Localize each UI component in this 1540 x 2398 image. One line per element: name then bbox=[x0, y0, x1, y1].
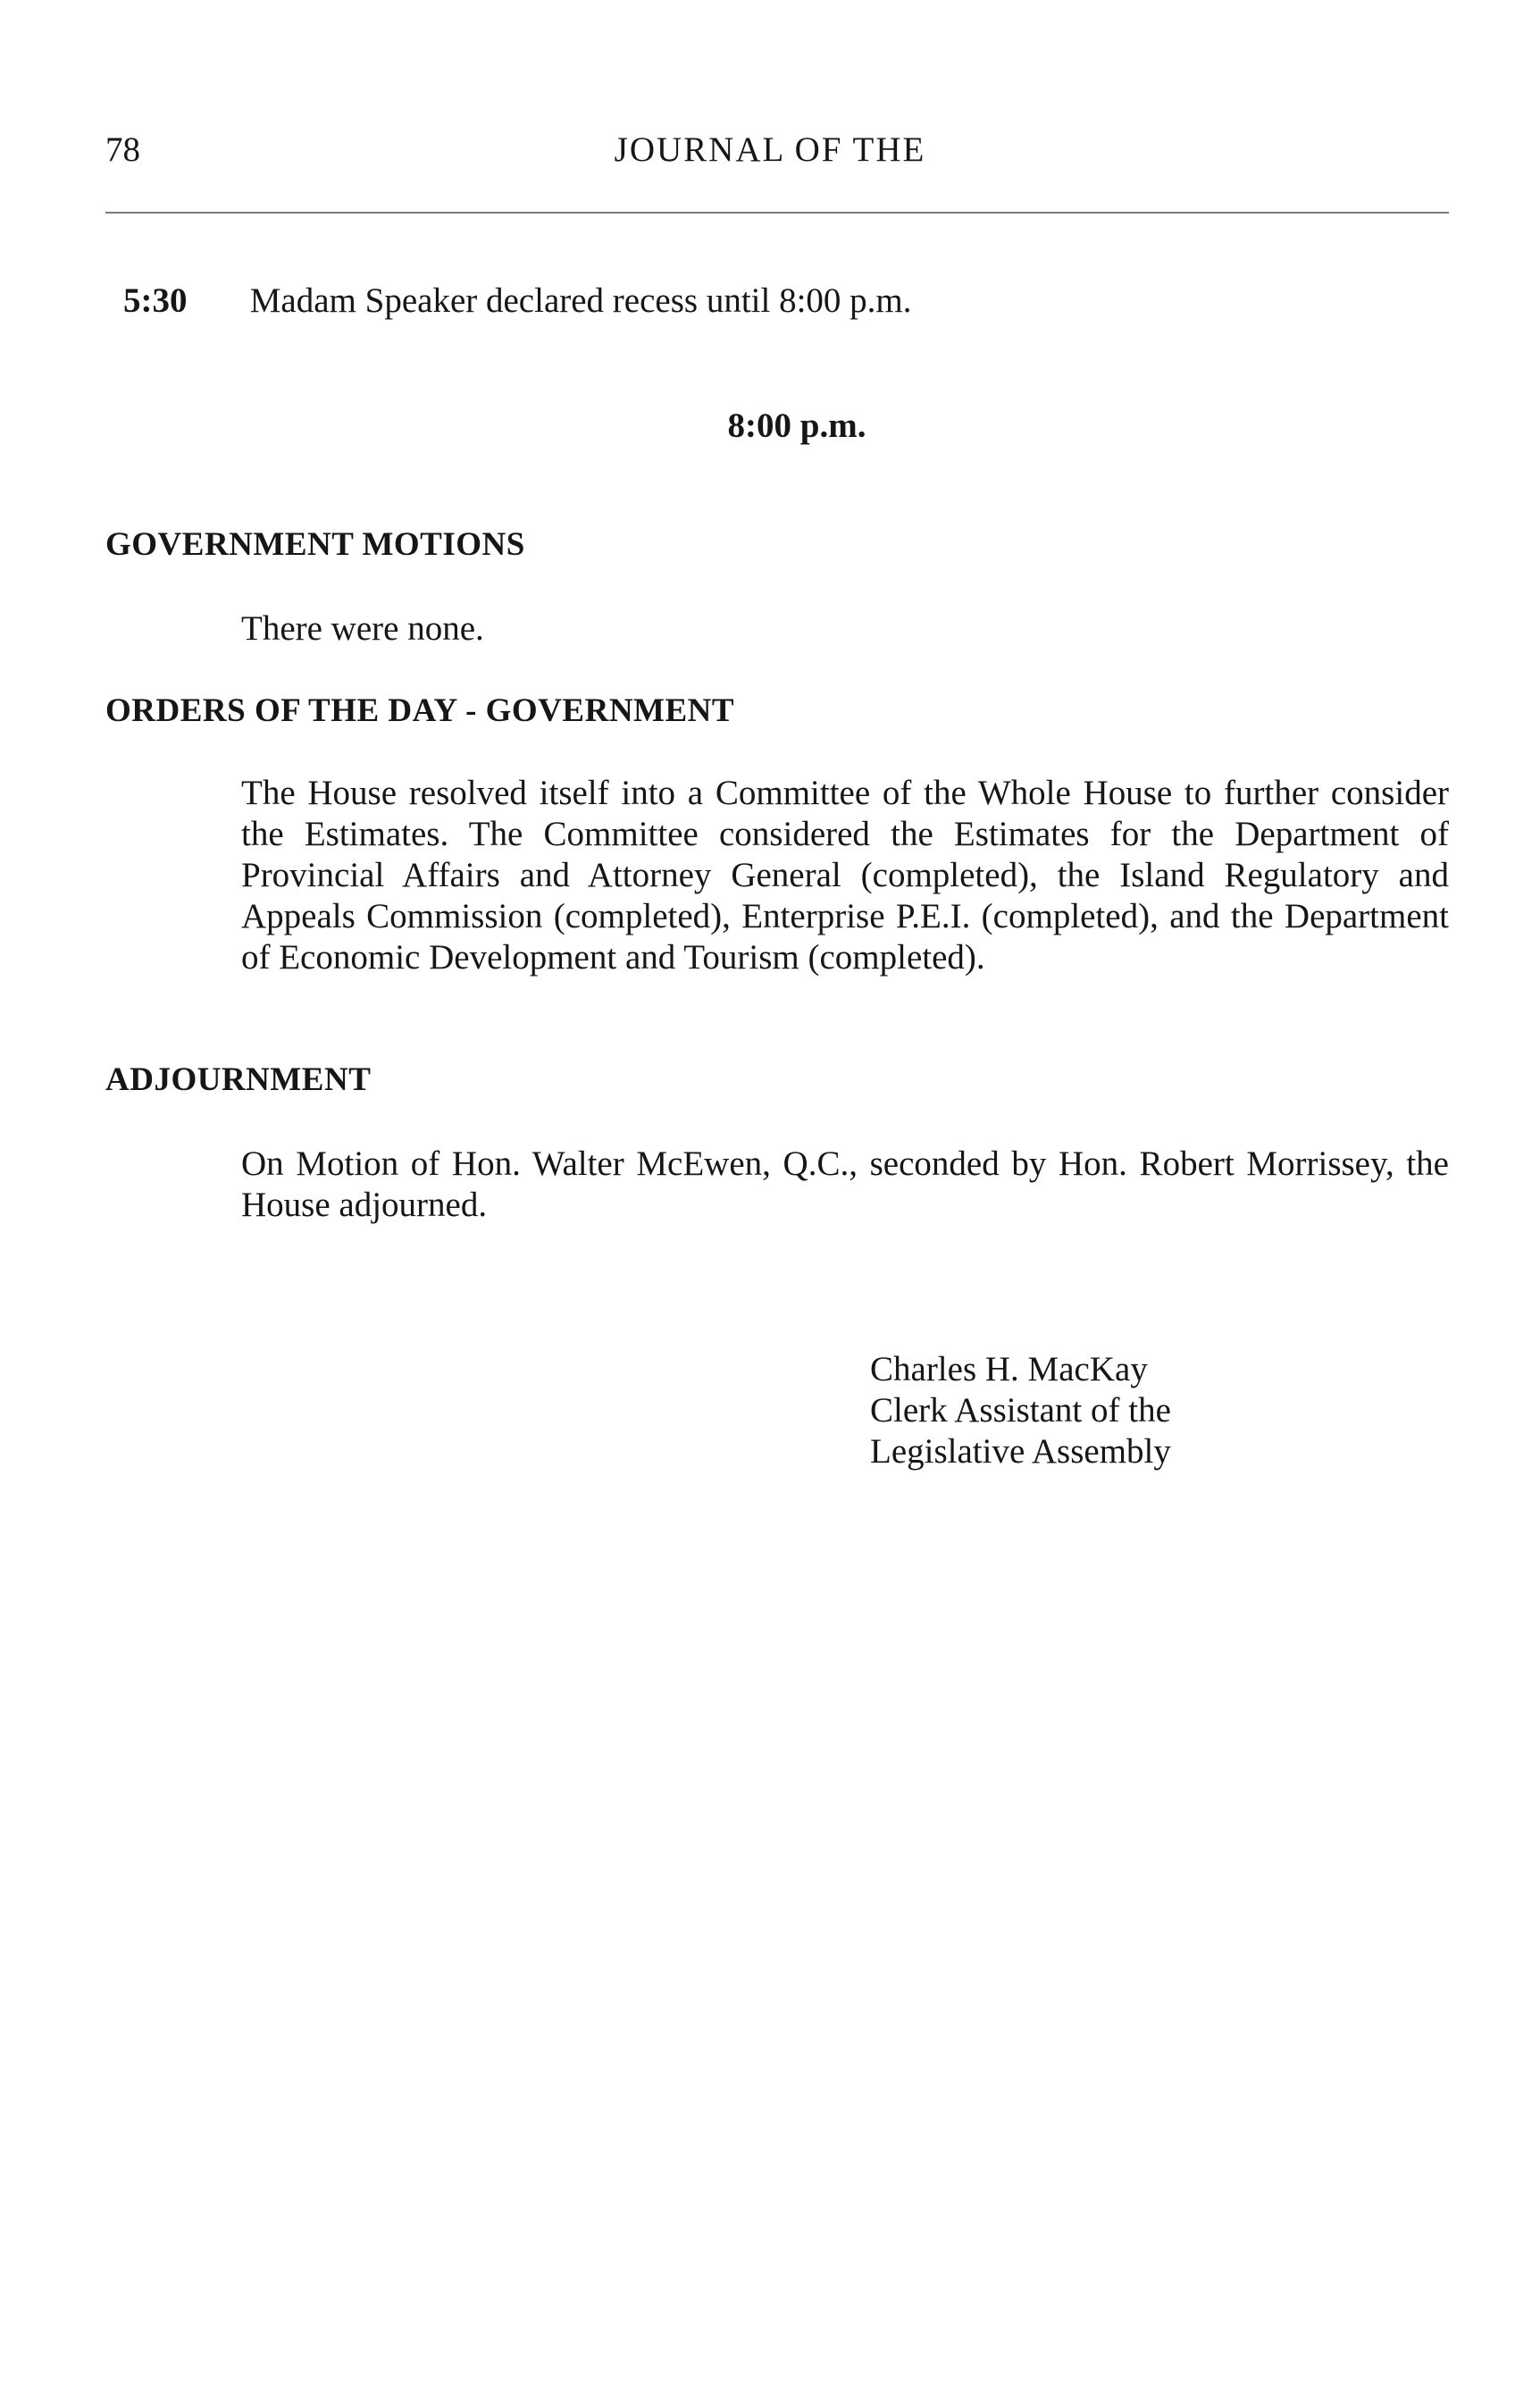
orders-of-the-day-heading: ORDERS OF THE DAY - GOVERNMENT bbox=[105, 692, 735, 729]
header-rule bbox=[105, 212, 1449, 214]
recess-entry bbox=[123, 281, 912, 323]
recess-time: 5:30 bbox=[123, 281, 188, 320]
government-motions-heading: GOVERNMENT MOTIONS bbox=[105, 526, 525, 563]
signature-block bbox=[870, 1349, 1171, 1472]
signature-name: Charles H. MacKay bbox=[870, 1350, 1148, 1388]
adjournment-text: On Motion of Hon. Walter McEwen, Q.C., seconded by Hon. Robert Morrissey, the House adjourned. bbox=[241, 1144, 1449, 1224]
running-head: JOURNAL OF THE bbox=[614, 130, 926, 169]
page-number: 78 bbox=[105, 130, 140, 169]
signature-title-line-1: Clerk Assistant of the bbox=[870, 1391, 1171, 1430]
adjournment-heading: ADJOURNMENT bbox=[105, 1061, 372, 1098]
government-motions-text: There were none. bbox=[241, 609, 484, 648]
recess-text: Madam Speaker declared recess until 8:00 p.m. bbox=[249, 281, 912, 320]
orders-of-the-day-text: The House resolved itself into a Committee of the Whole House to further consider the Estimates. The Committee considered the Estimates for the Department of Provincial Affairs and Attorney General (completed), the Island Regulatory and Appeals Commission (completed), Enterprise P.E.I. (completed), and the Department of Economic Development and Tourism (completed). bbox=[241, 774, 1449, 977]
session-time: 8:00 p.m. bbox=[727, 407, 866, 445]
signature-title-line-2: Legislative Assembly bbox=[870, 1432, 1171, 1471]
